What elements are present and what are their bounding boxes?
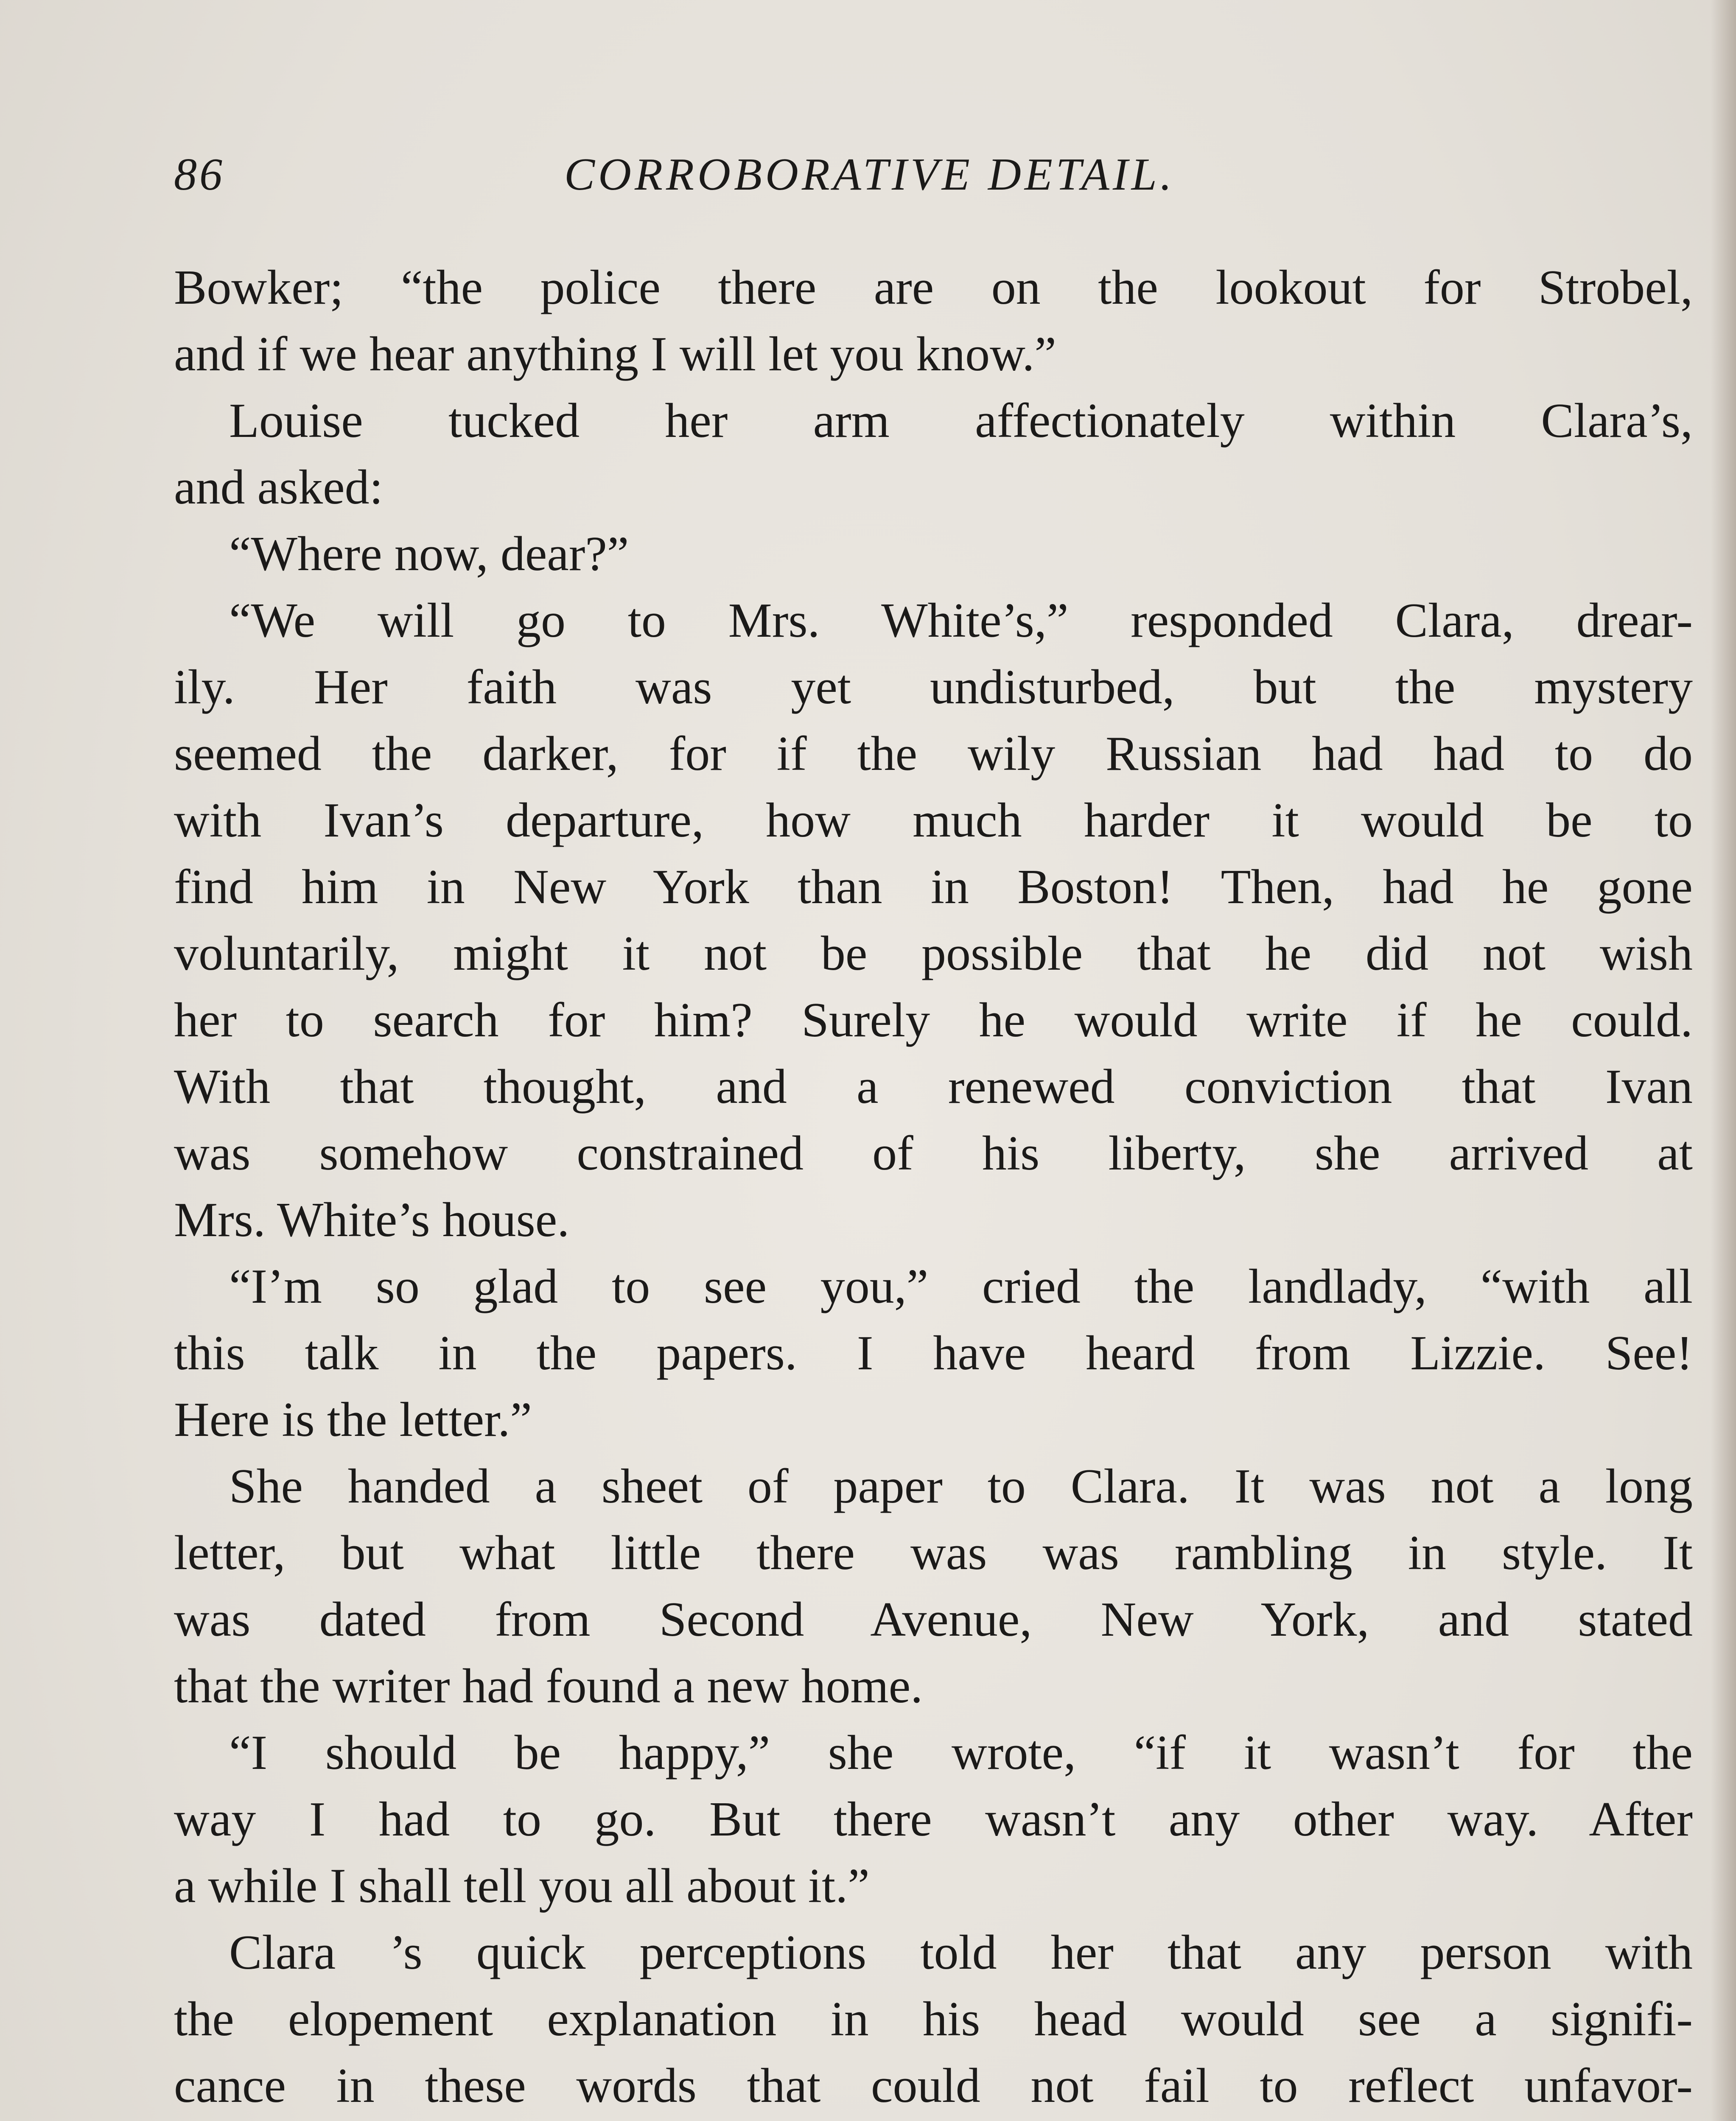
body-text — [174, 255, 1693, 2121]
text-line: “We will go to Mrs. White’s,” responded Clara, drear- — [229, 593, 1693, 648]
page-header — [174, 148, 1417, 216]
page-edge-shadow — [1711, 0, 1736, 2121]
page-number: 86 — [174, 149, 225, 200]
text-line: was somehow constrained of his liberty, she arrived at — [174, 1126, 1693, 1181]
text-line: a while I shall tell you all about it.” — [174, 1859, 870, 1913]
text-line: this talk in the papers. I have heard from Lizzie. See! — [174, 1326, 1693, 1380]
text-line: “Where now, dear?” — [229, 527, 629, 581]
text-line: With that thought, and a renewed conviction that Ivan — [174, 1060, 1693, 1114]
text-line — [174, 2119, 1693, 2121]
text-line: ily. Her faith was yet undisturbed, but the mystery — [174, 660, 1693, 714]
text-line: with Ivan’s departure, how much harder it would be to — [174, 793, 1693, 848]
running-head: CORROBORATIVE DETAIL. — [564, 149, 1175, 200]
text-line: seemed the darker, for if the wily Russian had had to do — [174, 727, 1693, 781]
text-line: Mrs. White’s house. — [174, 1193, 570, 1247]
text-line: Here is the letter.” — [174, 1393, 532, 1447]
text-line: voluntarily, might it not be possible that he did not wish — [174, 926, 1693, 981]
text-line: and if we hear anything I will let you know.” — [174, 327, 1056, 381]
text-line: She handed a sheet of paper to Clara. It was not a long — [229, 1459, 1693, 1514]
text-line: way I had to go. But there wasn’t any other way. After — [174, 1792, 1693, 1847]
text-line: and asked: — [174, 460, 383, 515]
text-line: “I should be happy,” she wrote, “if it wasn’t for the — [229, 1726, 1693, 1780]
text-line: find him in New York than in Boston! Then, had he gone — [174, 860, 1693, 914]
text-line: the elopement explanation in his head would see a signifi- — [174, 1992, 1693, 2046]
text-line: Bowker; “the police there are on the lookout for Strobel, — [174, 260, 1693, 315]
text-line: Clara ’s quick perceptions told her that any person with — [229, 1925, 1693, 1980]
text-line: that the writer had found a new home. — [174, 1659, 923, 1713]
text-line: Louise tucked her arm affectionately within Clara’s, — [229, 394, 1693, 448]
text-line: “I’m so glad to see you,” cried the landlady, “with all — [229, 1259, 1693, 1314]
text-line: her to search for him? Surely he would write if he could. — [174, 993, 1693, 1047]
text-line: was dated from Second Avenue, New York, and stated — [174, 1592, 1693, 1647]
text-line: letter, but what little there was was rambling in style. It — [174, 1526, 1693, 1580]
text-line: cance in these words that could not fail to reflect unfavor- — [174, 2059, 1693, 2113]
